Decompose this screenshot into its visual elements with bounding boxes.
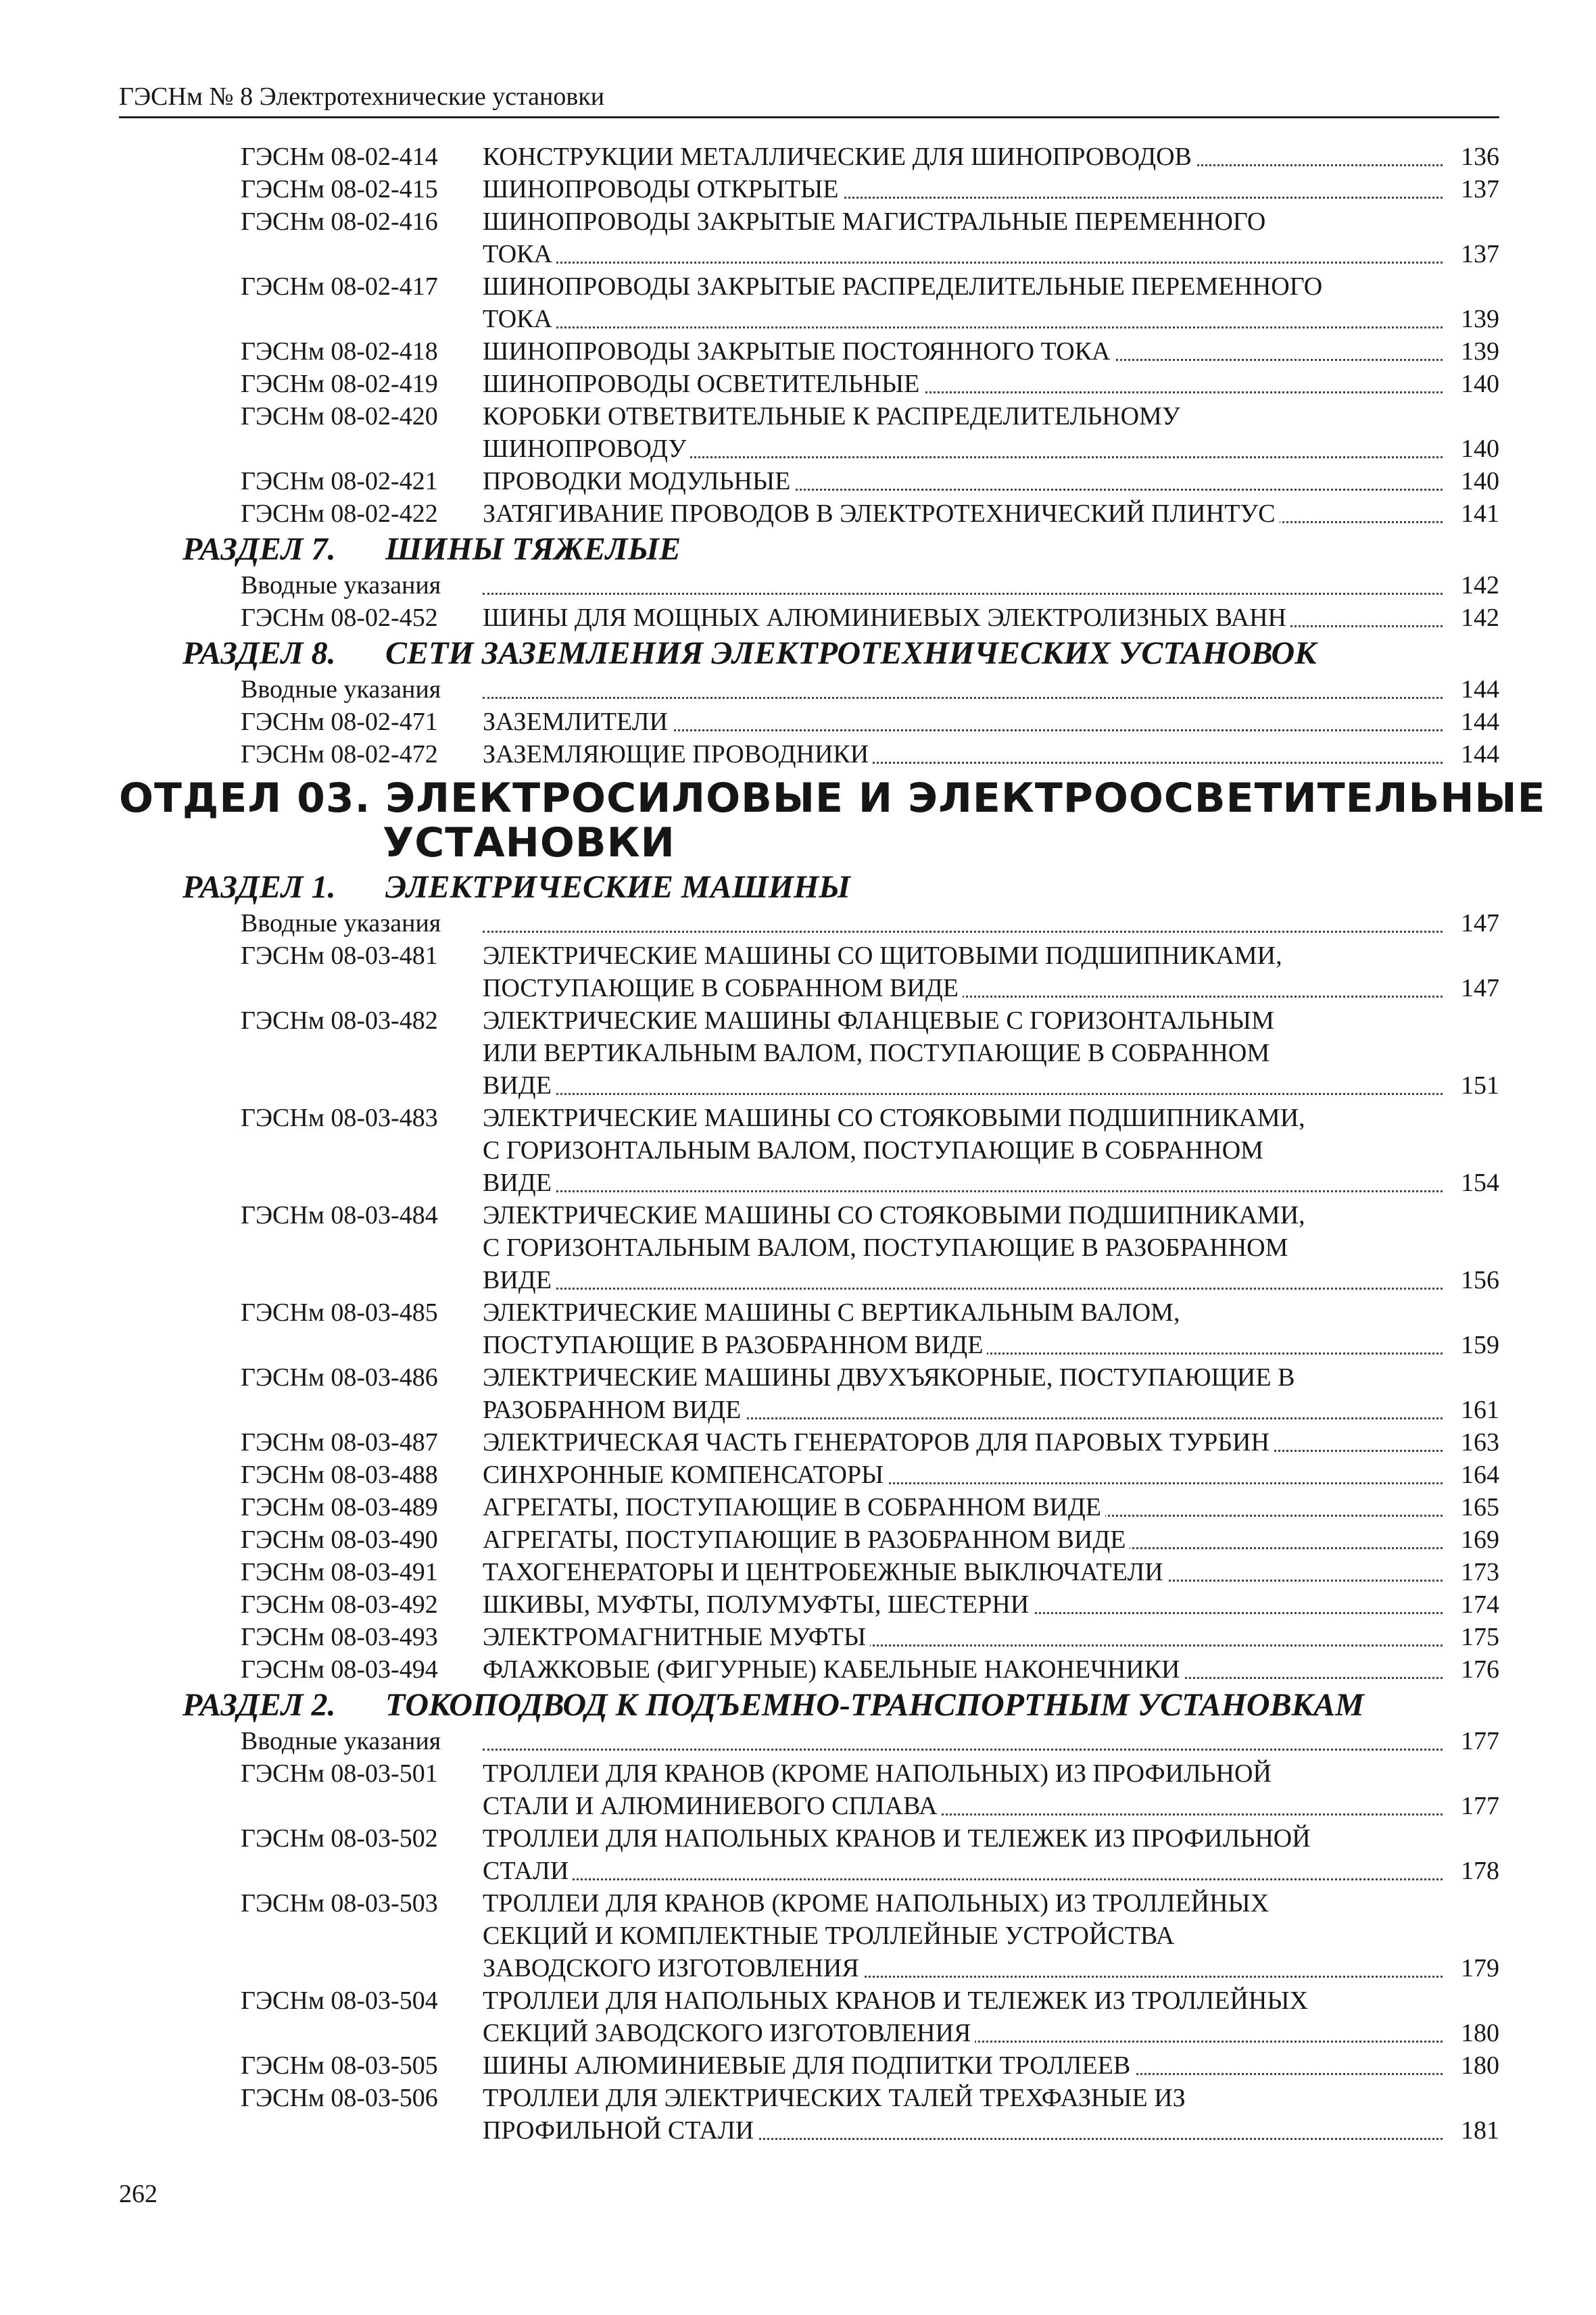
entry-title-last-line: ШИНЫ ДЛЯ МОЩНЫХ АЛЮМИНИЕВЫХ ЭЛЕКТРОЛИЗНЫХ ВАНН — [483, 604, 1290, 632]
entry-code: ГЭСНм 08-03-483 — [241, 1104, 438, 1132]
entry-code: ГЭСНм 08-02-472 — [241, 740, 438, 769]
toc-entry — [0, 1757, 1596, 1822]
entry-title-last-line: ЭЛЕКТРОМАГНИТНЫЕ МУФТЫ — [483, 1623, 870, 1651]
entry-title-last-line: ТОКА — [483, 240, 556, 268]
entry-code: ГЭСНм 08-02-420 — [241, 402, 438, 431]
entry-leader-line — [483, 1621, 1443, 1653]
entry-title-last-line: ЗАЗЕМЛЯЮЩИЕ ПРОВОДНИКИ — [483, 740, 873, 769]
entry-title-last-line: ЗАТЯГИВАНИЕ ПРОВОДОВ В ЭЛЕКТРОТЕХНИЧЕСКИЙ ПЛИНТУС — [483, 499, 1280, 528]
entry-leader-line — [483, 1952, 1443, 1984]
entry-leader-line — [483, 1394, 1443, 1426]
entry-leader-line — [483, 673, 1443, 706]
entry-page-number: 178 — [1461, 1857, 1499, 1885]
entry-title-line: ТРОЛЛЕИ ДЛЯ НАПОЛЬНЫХ КРАНОВ И ТЕЛЕЖЕК ИЗ ПРОФИЛЬНОЙ — [483, 1824, 1311, 1853]
entry-page-number: 163 — [1461, 1428, 1499, 1457]
entry-leader-line — [483, 497, 1443, 530]
entry-title-last-line: СИНХРОННЫЕ КОМПЕНСАТОРЫ — [483, 1461, 888, 1489]
entry-leader-line — [483, 335, 1443, 368]
entry-page-number: 180 — [1461, 2051, 1499, 2080]
toc-entry — [0, 1361, 1596, 1426]
entry-title-last-line: ЗАВОДСКОГО ИЗГОТОВЛЕНИЯ — [483, 1954, 863, 1982]
toc-entry — [0, 205, 1596, 270]
toc-entry — [0, 940, 1596, 1004]
entry-title-line: С ГОРИЗОНТАЛЬНЫМ ВАЛОМ, ПОСТУПАЮЩИЕ В СОБРАННОМ — [483, 1136, 1263, 1165]
entry-title — [483, 1296, 1443, 1329]
toc-entry — [0, 1426, 1596, 1459]
entry-title-last-line: СЕКЦИЙ ЗАВОДСКОГО ИЗГОТОВЛЕНИЯ — [483, 2019, 975, 2047]
toc-entry — [0, 141, 1596, 173]
entry-code: ГЭСНм 08-03-482 — [241, 1006, 438, 1035]
entry-title-last-line: ШИНОПРОВОДЫ ОТКРЫТЫЕ — [483, 175, 842, 203]
entry-page-number: 159 — [1461, 1331, 1499, 1359]
entry-title — [483, 1887, 1443, 1952]
toc-entry — [0, 1822, 1596, 1887]
department-heading: ОТДЕЛ 03. ЭЛЕКТРОСИЛОВЫЕ И ЭЛЕКТРООСВЕТИТЕЛЬНЫЕ — [119, 775, 1546, 822]
entry-code: ГЭСНм 08-03-488 — [241, 1461, 438, 1489]
section-label: РАЗДЕЛ 2. — [183, 1687, 336, 1723]
entry-page-number: 142 — [1461, 604, 1499, 632]
entry-title-line: КОРОБКИ ОТВЕТВИТЕЛЬНЫЕ К РАСПРЕДЕЛИТЕЛЬНОМУ — [483, 402, 1180, 431]
entry-title-line: ТРОЛЛЕИ ДЛЯ КРАНОВ (КРОМЕ НАПОЛЬНЫХ) ИЗ ТРОЛЛЕЙНЫХ — [483, 1889, 1269, 1918]
entry-code: ГЭСНм 08-02-421 — [241, 467, 438, 495]
dot-leader — [483, 326, 1443, 328]
entry-leader-line — [483, 465, 1443, 497]
entry-title — [483, 1757, 1443, 1790]
entry-title-last-line: ШКИВЫ, МУФТЫ, ПОЛУМУФТЫ, ШЕСТЕРНИ — [483, 1590, 1033, 1619]
entry-page-number: 137 — [1461, 240, 1499, 268]
entry-leader-line — [483, 1329, 1443, 1361]
entry-code: ГЭСНм 08-02-419 — [241, 370, 438, 398]
entry-page-number: 139 — [1461, 337, 1499, 366]
entry-page-number: 174 — [1461, 1590, 1499, 1619]
entry-title — [483, 2082, 1443, 2114]
toc-entry — [0, 1725, 1596, 1757]
toc-entry — [0, 1491, 1596, 1524]
entry-code: ГЭСНм 08-03-490 — [241, 1526, 438, 1554]
entry-title-line: ЭЛЕКТРИЧЕСКИЕ МАШИНЫ С ВЕРТИКАЛЬНЫМ ВАЛОМ, — [483, 1298, 1180, 1327]
entry-code: Вводные указания — [241, 675, 441, 704]
entry-title-line: ШИНОПРОВОДЫ ЗАКРЫТЫЕ МАГИСТРАЛЬНЫЕ ПЕРЕМЕННОГО — [483, 208, 1266, 236]
section-label: РАЗДЕЛ 8. — [183, 635, 336, 671]
dot-leader — [483, 697, 1443, 699]
dot-leader — [483, 1093, 1443, 1095]
entry-title-last-line: ФЛАЖКОВЫЕ (ФИГУРНЫЕ) КАБЕЛЬНЫЕ НАКОНЕЧНИКИ — [483, 1655, 1184, 1684]
dot-leader — [483, 262, 1443, 264]
entry-title-last-line: ШИНЫ АЛЮМИНИЕВЫЕ ДЛЯ ПОДПИТКИ ТРОЛЛЕЕВ — [483, 2051, 1134, 2080]
entry-code: ГЭСНм 08-03-492 — [241, 1590, 438, 1619]
entry-code: ГЭСНм 08-03-502 — [241, 1824, 438, 1853]
entry-title-last-line: ТАХОГЕНЕРАТОРЫ И ЦЕНТРОБЕЖНЫЕ ВЫКЛЮЧАТЕЛИ — [483, 1558, 1167, 1586]
toc-entry — [0, 706, 1596, 738]
entry-title — [483, 1199, 1443, 1264]
toc-entry — [0, 738, 1596, 771]
entry-code: ГЭСНм 08-02-414 — [241, 143, 438, 171]
entry-title-last-line: СТАЛИ — [483, 1857, 573, 1885]
page-number: 262 — [119, 2180, 158, 2208]
entry-title-last-line: ШИНОПРОВОДЫ ОСВЕТИТЕЛЬНЫЕ — [483, 370, 923, 398]
entry-leader-line — [483, 303, 1443, 335]
entry-page-number: 177 — [1461, 1727, 1499, 1755]
entry-leader-line — [483, 602, 1443, 634]
entry-page-number: 147 — [1461, 974, 1499, 1002]
entry-leader-line — [483, 1588, 1443, 1621]
entry-leader-line — [483, 2017, 1443, 2049]
entry-title-line: ЭЛЕКТРИЧЕСКИЕ МАШИНЫ ФЛАНЦЕВЫЕ С ГОРИЗОНТАЛЬНЫМ — [483, 1006, 1274, 1035]
toc-entry — [0, 602, 1596, 634]
section-title: ШИНЫ ТЯЖЕЛЫЕ — [385, 531, 681, 567]
entry-code: ГЭСНм 08-03-485 — [241, 1298, 438, 1327]
entry-page-number: 144 — [1461, 675, 1499, 704]
section-label: РАЗДЕЛ 1. — [183, 869, 336, 905]
toc-entry — [0, 1621, 1596, 1653]
entry-title — [483, 1361, 1443, 1394]
entry-title-last-line: ШИНОПРОВОДУ — [483, 435, 690, 463]
toc-entry — [0, 1524, 1596, 1556]
entry-code: ГЭСНм 08-02-417 — [241, 272, 438, 301]
toc-entry — [0, 673, 1596, 706]
toc-entry — [0, 173, 1596, 205]
entry-page-number: 137 — [1461, 175, 1499, 203]
entry-title-line: ТРОЛЛЕИ ДЛЯ ЭЛЕКТРИЧЕСКИХ ТАЛЕЙ ТРЕХФАЗНЫЕ ИЗ — [483, 2084, 1186, 2112]
entry-leader-line — [483, 738, 1443, 771]
entry-leader-line — [483, 1556, 1443, 1588]
toc-entry — [0, 1588, 1596, 1621]
entry-code: ГЭСНм 08-02-422 — [241, 499, 438, 528]
entry-title-last-line: ВИДЕ — [483, 1266, 556, 1294]
entry-leader-line — [483, 238, 1443, 270]
dot-leader — [483, 1878, 1443, 1880]
entry-code: ГЭСНм 08-03-501 — [241, 1759, 438, 1788]
entry-page-number: 151 — [1461, 1071, 1499, 1100]
toc-entry — [0, 2049, 1596, 2082]
entry-title-line: ЭЛЕКТРИЧЕСКИЕ МАШИНЫ СО СТОЯКОВЫМИ ПОДШИПНИКАМИ, — [483, 1104, 1305, 1132]
toc-entry — [0, 465, 1596, 497]
entry-page-number: 136 — [1461, 143, 1499, 171]
entry-leader-line — [483, 433, 1443, 465]
entry-page-number: 144 — [1461, 740, 1499, 769]
toc-entry — [0, 569, 1596, 602]
entry-leader-line — [483, 907, 1443, 940]
toc-entry — [0, 1984, 1596, 2049]
running-header: ГЭСНм № 8 Электротехнические установки — [119, 77, 1499, 118]
entry-code: ГЭСНм 08-03-506 — [241, 2084, 438, 2112]
entry-title-last-line: ЭЛЕКТРИЧЕСКАЯ ЧАСТЬ ГЕНЕРАТОРОВ ДЛЯ ПАРОВЫХ ТУРБИН — [483, 1428, 1274, 1457]
toc-entry — [0, 335, 1596, 368]
entry-title-line: ШИНОПРОВОДЫ ЗАКРЫТЫЕ РАСПРЕДЕЛИТЕЛЬНЫЕ ПЕРЕМЕННОГО — [483, 272, 1323, 301]
entry-leader-line — [483, 972, 1443, 1004]
toc-entry — [0, 1102, 1596, 1199]
entry-code: ГЭСНм 08-03-504 — [241, 1987, 438, 2015]
entry-title-line: ИЛИ ВЕРТИКАЛЬНЫМ ВАЛОМ, ПОСТУПАЮЩИЕ В СОБРАННОМ — [483, 1039, 1270, 1067]
entry-code: ГЭСНм 08-02-418 — [241, 337, 438, 366]
entry-title — [483, 1984, 1443, 2017]
entry-page-number: 144 — [1461, 708, 1499, 736]
entry-leader-line — [483, 1426, 1443, 1459]
entry-page-number: 165 — [1461, 1493, 1499, 1521]
entry-page-number: 180 — [1461, 2019, 1499, 2047]
toc-entry — [0, 907, 1596, 940]
entry-code: Вводные указания — [241, 1727, 441, 1755]
entry-title-last-line: ВИДЕ — [483, 1169, 556, 1197]
entry-page-number: 164 — [1461, 1461, 1499, 1489]
entry-page-number: 179 — [1461, 1954, 1499, 1982]
entry-title-last-line: СТАЛИ И АЛЮМИНИЕВОГО СПЛАВА — [483, 1792, 942, 1820]
entry-title — [483, 1822, 1443, 1855]
entry-page-number: 173 — [1461, 1558, 1499, 1586]
entry-title-line: ЭЛЕКТРИЧЕСКИЕ МАШИНЫ ДВУХЪЯКОРНЫЕ, ПОСТУПАЮЩИЕ В — [483, 1363, 1295, 1392]
entry-leader-line — [483, 1264, 1443, 1296]
entry-title — [483, 1102, 1443, 1167]
dot-leader — [483, 931, 1443, 933]
entry-code: ГЭСНм 08-03-486 — [241, 1363, 438, 1392]
entry-code: ГЭСНм 08-03-484 — [241, 1201, 438, 1229]
section-label: РАЗДЕЛ 7. — [183, 531, 336, 567]
entry-code: Вводные указания — [241, 571, 441, 600]
entry-leader-line — [483, 1491, 1443, 1524]
dot-leader — [483, 1749, 1443, 1751]
entry-title-last-line: ПОСТУПАЮЩИЕ В РАЗОБРАННОМ ВИДЕ — [483, 1331, 987, 1359]
entry-page-number: 140 — [1461, 435, 1499, 463]
entry-page-number: 154 — [1461, 1169, 1499, 1197]
toc-entry — [0, 1887, 1596, 1984]
toc-entry — [0, 1459, 1596, 1491]
dot-leader — [483, 593, 1443, 595]
entry-code: ГЭСНм 08-03-493 — [241, 1623, 438, 1651]
entry-code: ГЭСНм 08-03-481 — [241, 942, 438, 970]
entry-code: ГЭСНм 08-03-489 — [241, 1493, 438, 1521]
entry-page-number: 175 — [1461, 1623, 1499, 1651]
entry-leader-line — [483, 1167, 1443, 1199]
entry-page-number: 177 — [1461, 1792, 1499, 1820]
entry-title-last-line: ПРОФИЛЬНОЙ СТАЛИ — [483, 2116, 758, 2145]
toc-entry — [0, 1296, 1596, 1361]
entry-leader-line — [483, 1790, 1443, 1822]
toc-entry — [0, 270, 1596, 335]
entry-title-line: СЕКЦИЙ И КОМПЛЕКТНЫЕ ТРОЛЛЕЙНЫЕ УСТРОЙСТВА — [483, 1922, 1175, 1950]
entry-title — [483, 270, 1443, 303]
entry-title-last-line: ЗАЗЕМЛИТЕЛИ — [483, 708, 672, 736]
entry-page-number: 161 — [1461, 1396, 1499, 1424]
entry-title-last-line: ПОСТУПАЮЩИЕ В СОБРАННОМ ВИДЕ — [483, 974, 963, 1002]
entry-page-number: 139 — [1461, 305, 1499, 333]
entry-leader-line — [483, 2049, 1443, 2082]
entry-title-line: С ГОРИЗОНТАЛЬНЫМ ВАЛОМ, ПОСТУПАЮЩИЕ В РАЗОБРАННОМ — [483, 1234, 1288, 1262]
dot-leader — [483, 1288, 1443, 1290]
department-heading-continued: УСТАНОВКИ — [383, 819, 675, 867]
section-title: ТОКОПОДВОД К ПОДЪЕМНО-ТРАНСПОРТНЫМ УСТАНОВКАМ — [385, 1687, 1364, 1723]
entry-title — [483, 400, 1443, 433]
entry-title — [483, 1004, 1443, 1069]
entry-leader-line — [483, 368, 1443, 400]
entry-page-number: 176 — [1461, 1655, 1499, 1684]
entry-code: ГЭСНм 08-03-491 — [241, 1558, 438, 1586]
entry-code: Вводные указания — [241, 909, 441, 937]
entry-leader-line — [483, 1069, 1443, 1102]
entry-code: ГЭСНм 08-03-505 — [241, 2051, 438, 2080]
dot-leader — [483, 1190, 1443, 1192]
entry-title-line: ТРОЛЛЕИ ДЛЯ НАПОЛЬНЫХ КРАНОВ И ТЕЛЕЖЕК ИЗ ТРОЛЛЕЙНЫХ — [483, 1987, 1308, 2015]
toc-entry — [0, 497, 1596, 530]
entry-title — [483, 940, 1443, 972]
entry-title-last-line: АГРЕГАТЫ, ПОСТУПАЮЩИЕ В РАЗОБРАННОМ ВИДЕ — [483, 1526, 1130, 1554]
toc-entry — [0, 368, 1596, 400]
entry-title-line: ЭЛЕКТРИЧЕСКИЕ МАШИНЫ СО СТОЯКОВЫМИ ПОДШИПНИКАМИ, — [483, 1201, 1305, 1229]
toc-entry — [0, 400, 1596, 465]
entry-code: ГЭСНм 08-03-494 — [241, 1655, 438, 1684]
toc-entry — [0, 2082, 1596, 2147]
entry-page-number: 156 — [1461, 1266, 1499, 1294]
entry-title-last-line: КОНСТРУКЦИИ МЕТАЛЛИЧЕСКИЕ ДЛЯ ШИНОПРОВОДОВ — [483, 143, 1196, 171]
entry-code: ГЭСНм 08-02-471 — [241, 708, 438, 736]
entry-page-number: 147 — [1461, 909, 1499, 937]
entry-leader-line — [483, 1653, 1443, 1686]
section-title: ЭЛЕКТРИЧЕСКИЕ МАШИНЫ — [385, 869, 850, 905]
entry-title-last-line: ТОКА — [483, 305, 556, 333]
entry-page-number: 141 — [1461, 499, 1499, 528]
entry-title-last-line: ШИНОПРОВОДЫ ЗАКРЫТЫЕ ПОСТОЯННОГО ТОКА — [483, 337, 1114, 366]
entry-page-number: 169 — [1461, 1526, 1499, 1554]
entry-title-last-line: ВИДЕ — [483, 1071, 556, 1100]
entry-page-number: 140 — [1461, 467, 1499, 495]
entry-leader-line — [483, 1459, 1443, 1491]
toc-entry — [0, 1653, 1596, 1686]
entry-leader-line — [483, 1725, 1443, 1757]
entry-title-line: ЭЛЕКТРИЧЕСКИЕ МАШИНЫ СО ЩИТОВЫМИ ПОДШИПНИКАМИ, — [483, 942, 1282, 970]
entry-leader-line — [483, 2114, 1443, 2147]
toc-entry — [0, 1199, 1596, 1296]
entry-title-last-line: ПРОВОДКИ МОДУЛЬНЫЕ — [483, 467, 794, 495]
toc-entry — [0, 1556, 1596, 1588]
entry-leader-line — [483, 173, 1443, 205]
entry-code: ГЭСНм 08-02-415 — [241, 175, 438, 203]
entry-code: ГЭСНм 08-03-487 — [241, 1428, 438, 1457]
entry-leader-line — [483, 1855, 1443, 1887]
entry-page-number: 181 — [1461, 2116, 1499, 2145]
entry-page-number: 142 — [1461, 571, 1499, 600]
entry-leader-line — [483, 569, 1443, 602]
entry-title-last-line: АГРЕГАТЫ, ПОСТУПАЮЩИЕ В СОБРАННОМ ВИДЕ — [483, 1493, 1105, 1521]
entry-page-number: 140 — [1461, 370, 1499, 398]
entry-title-line: ТРОЛЛЕИ ДЛЯ КРАНОВ (КРОМЕ НАПОЛЬНЫХ) ИЗ ПРОФИЛЬНОЙ — [483, 1759, 1272, 1788]
entry-title-last-line: РАЗОБРАННОМ ВИДЕ — [483, 1396, 745, 1424]
entry-leader-line — [483, 706, 1443, 738]
toc-entry — [0, 1004, 1596, 1102]
entry-code: ГЭСНм 08-02-416 — [241, 208, 438, 236]
entry-code: ГЭСНм 08-03-503 — [241, 1889, 438, 1918]
entry-code: ГЭСНм 08-02-452 — [241, 604, 438, 632]
entry-title — [483, 205, 1443, 238]
entry-leader-line — [483, 1524, 1443, 1556]
entry-leader-line — [483, 141, 1443, 173]
section-title: СЕТИ ЗАЗЕМЛЕНИЯ ЭЛЕКТРОТЕХНИЧЕСКИХ УСТАНОВОК — [385, 635, 1317, 671]
